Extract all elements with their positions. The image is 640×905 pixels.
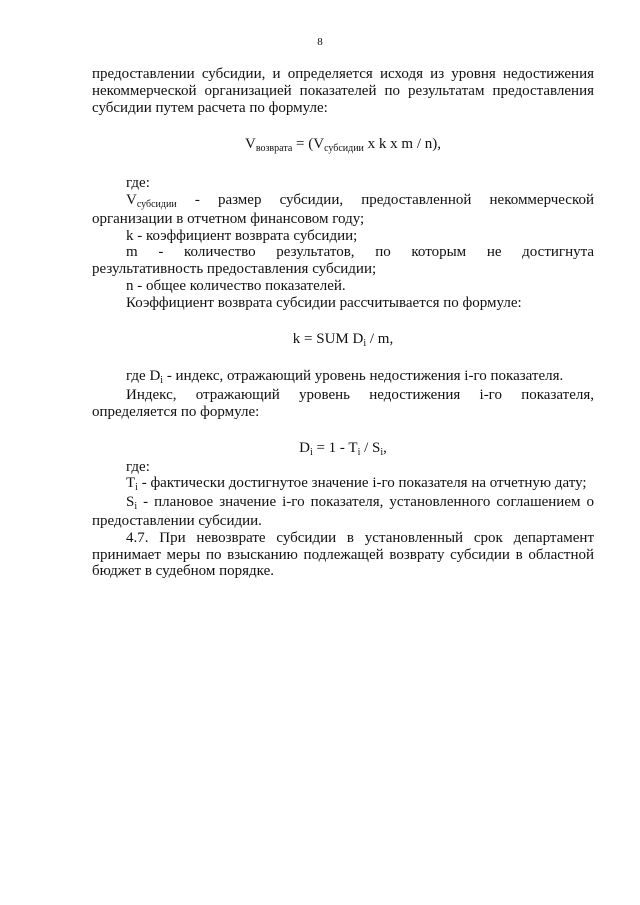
def-n: n - общее количество показателей.	[126, 277, 346, 294]
def-t: $T_i$ - фактически достигнутое значение i-го показателя на отчетную дату;	[126, 475, 587, 494]
def-v-line-1: $V_{субсидии}$ - размер субсидии, предоставленной некоммерческой	[126, 191, 594, 210]
formula-return: $V_{возврата} = (V_{субсидии}$ x k x m / n),	[244, 136, 441, 155]
page-number: 8	[317, 36, 323, 48]
para-4-7-line-3: бюджет в судебном порядке.	[92, 563, 274, 580]
para-4-7-line-2: принимает меры по взысканию подлежащей возврату субсидии в областной	[92, 546, 594, 563]
index-intro-line-2: определяется по формуле:	[92, 403, 260, 420]
index-intro-line-1: Индекс, отражающий уровень недостижения i-го показателя,	[126, 387, 594, 404]
def-m-line-2: результативность предоставления субсидии;	[92, 261, 377, 278]
k-formula-intro: Коэффициент возврата субсидии рассчитывается по формуле:	[126, 294, 522, 311]
intro-line-2: некоммерческой организацией показателей по результатам предоставления	[92, 82, 594, 99]
formula-d: $D_i = 1 - T_i / S_i$,	[299, 439, 387, 458]
page-content	[92, 66, 594, 580]
formula-k: k = SUM $D_i$ / m,	[292, 330, 394, 349]
para-4-7-line-1: 4.7. При невозврате субсидии в установленный срок департамент	[126, 529, 594, 546]
def-m-line-1: m - количество результатов, по которым не достигнута	[126, 244, 594, 261]
intro-line-3: субсидии путем расчета по формуле:	[92, 99, 328, 116]
def-v-line-2: организации в отчетном финансовом году;	[92, 210, 365, 227]
intro-line-1: предоставлении субсидии, и определяется исходя из уровня недостижения	[92, 66, 594, 82]
def-k: k - коэффициент возврата субсидии;	[126, 227, 358, 244]
def-d: где $D_i$ - индекс, отражающий уровень недостижения i-го показателя.	[126, 368, 564, 387]
def-s-line-2: предоставлении субсидии.	[92, 512, 262, 529]
where-label-2: где:	[126, 458, 150, 475]
def-s-line-1: $S_i$ - плановое значение i-го показателя, установленного соглашением о	[126, 494, 594, 513]
where-label-1: где:	[126, 175, 150, 192]
